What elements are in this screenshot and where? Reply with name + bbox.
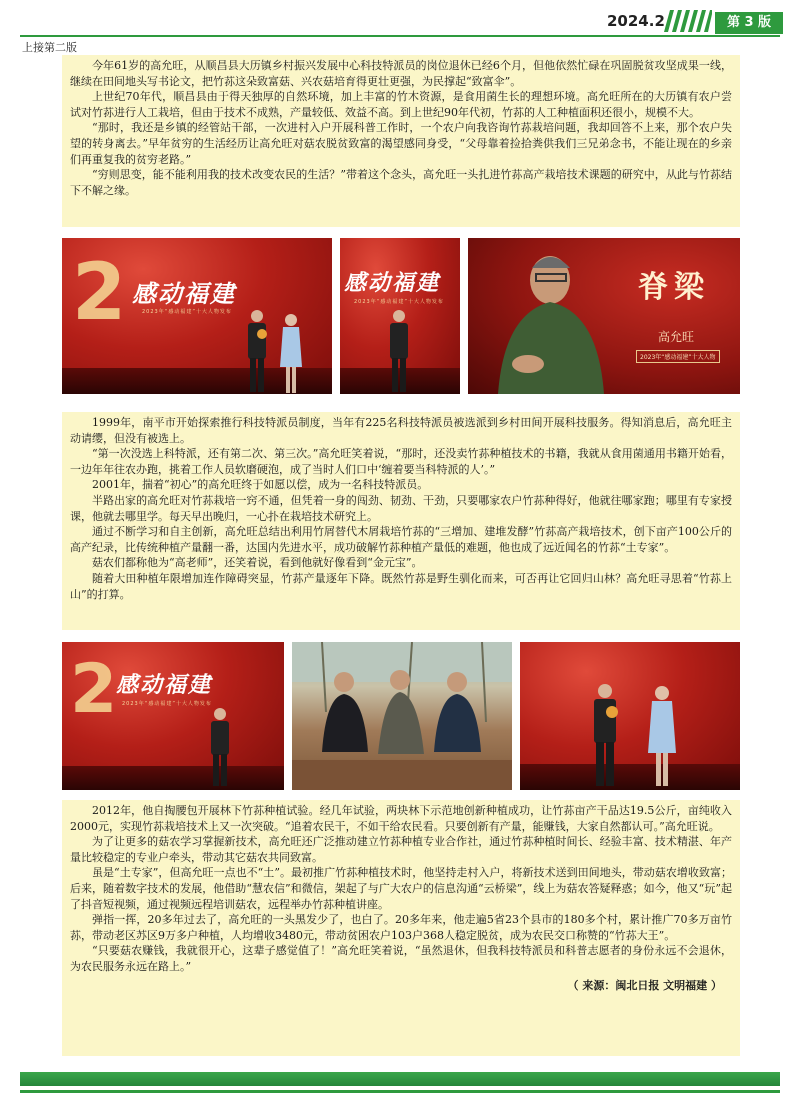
card-subtitle: 2023年“感动福建”十大人物 (636, 350, 720, 363)
paragraph: “只要菇农赚钱，我就很开心，这辈子感觉值了！”高允旺笑着说，“虽然退休，但我科技特派员和科普志愿者的身份永远不会退休，为农民服务永远在路上。” (70, 944, 732, 973)
paragraph: 半路出家的高允旺对竹荪栽培一窍不通，但凭着一身的闯劲、韧劲、干劲，只要哪家农户竹荪种得好，他就往哪家跑；哪里有专家授课，他就去哪里学。每天早出晚归，一心扑在栽培技术研究上。 (70, 493, 732, 523)
continued-from-label: 上接第二版 (22, 41, 77, 54)
page-header (0, 0, 800, 40)
banner-subtitle: 2023年“感动福建”十大人物发布 (354, 299, 444, 305)
person-figure (208, 706, 232, 788)
paragraph: 菇农们都称他为“高老师”，还笑着说，看到他就好像看到“金元宝”。 (92, 556, 423, 570)
field-visit-photo (292, 642, 512, 790)
paragraph: 2001年，揣着“初心”的高允旺终于如愿以偿，成为一名科技特派员。 (92, 478, 429, 492)
award-stage-photo-3 (62, 642, 284, 790)
stage-floor (520, 764, 740, 790)
paragraph: 弹指一挥，20多年过去了，高允旺的一头黑发少了，也白了。20多年来，他走遍5省23个县市的180多个村，累计推广70多万亩竹荪，带动老区苏区9万多户种植，人均增收3480元，带动贫困农户103户368人稳定脱贫，成为农民交口称赞的“竹荪大王”。 (70, 913, 732, 942)
award-stage-photo (62, 238, 332, 394)
paragraph: “那时，我还是乡镇的经管站干部，一次进村入户开展科普工作时，一个农户向我咨询竹荪栽培问题，我却回答不上来，那个农户失望的转身离去。”早年贫穷的生活经历让高允旺对菇农脱贫致富的渴望感同身受，“父母靠着捡拾粪供我们三兄弟念书，不能让现在的乡亲们再重复我的贫穷老路。” (70, 121, 732, 166)
banner-title: 感动福建 (132, 279, 236, 308)
award-presentation-photo (520, 642, 740, 790)
card-name: 高允旺 (658, 330, 695, 344)
paragraph: 通过不断学习和自主创新，高允旺总结出利用竹屑替代木屑栽培竹荪的“三增加、建堆发酵”竹荪高产栽培技术，创下亩产100公斤的高产纪录，比传统种植产量翻一番，达国内先进水平，成功破解竹荪种植产量低的难题，他也成了远近闻名的竹荪“土专家”。 (70, 525, 732, 554)
banner-subtitle: 2023年“感动福建”十大人物发布 (122, 701, 212, 707)
honoree-portrait (488, 244, 618, 394)
paragraph: 2012年，他自掏腰包开展林下竹荪种植试验。经几年试验，两块林下示范地创新种植成功，让竹荪亩产干品达19.5公斤，亩纯收入2000元，实现竹荪栽培技术上又一次突破。“追着农民干，不如干给农民看。只要创新有产量，能赚钱，大家自然都认可。”高允旺说。 (70, 804, 732, 833)
photo-row-2 (62, 636, 740, 796)
page-number-badge: 第 3 版 (715, 12, 783, 34)
article-source: （ 来源：闽北日报 文明福建 ） (567, 978, 722, 992)
banner-logo-2: 2 (70, 650, 118, 729)
footer-rule (20, 1090, 780, 1093)
presenter-figure (648, 684, 676, 788)
paragraph: 上世纪70年代，顺昌县由于得天独厚的自然环境，加上丰富的竹木资源，是食用菌生长的理想环境。高允旺所在的大历镇有农户尝试对竹荪进行人工栽培，但由于技术不成熟，产量较低、效益不高。到上世纪90年代初，竹荪的人工种植面积还很小，规模不大。 (70, 90, 732, 119)
paragraph: 随着大田种植年限增加连作障碍突显，竹荪产量逐年下降。既然竹荪是野生驯化而来，可否再让它回归山林？高允旺寻思着“竹荪上山”的打算。 (70, 571, 732, 601)
article-section-3 (62, 800, 740, 1056)
stage-floor (62, 766, 284, 790)
person-figure (590, 682, 620, 788)
three-men-crouching (292, 642, 512, 790)
banner-title: 感动福建 (116, 672, 213, 698)
person-figure (244, 308, 270, 394)
paragraph: 1999年，南平市开始探索推行科技特派员制度，当年有225名科技特派员被选派到乡村田间开展科技服务。得知消息后，高允旺主动请缨，但没有被选上。 (70, 416, 732, 445)
banner-title: 感动福建 (344, 270, 441, 296)
presenter-figure (280, 312, 302, 394)
award-stage-photo-2 (340, 238, 460, 394)
header-rule (20, 35, 780, 37)
article-section-1 (62, 55, 740, 227)
card-title: 脊梁 (638, 270, 710, 305)
paragraph: “穷则思变，能不能利用我的技术改变农民的生活？”带着这个念头，高允旺一头扎进竹荪高产栽培技术课题的研究中，从此与竹荪结下不解之缘。 (70, 168, 732, 197)
banner-subtitle: 2023年“感动福建”十大人物发布 (142, 309, 232, 315)
person-figure (386, 308, 412, 394)
photo-row-1 (62, 232, 740, 404)
paragraph: 今年61岁的高允旺，从顺昌县大历镇乡村振兴发展中心科技特派员的岗位退休已经6个月，但他依然忙碌在巩固脱贫攻坚成果一线，继续在田间地头写书论文，把竹荪这朵致富菇、兴农菇培育得更壮更强，为民撑起“致富伞”。 (70, 59, 732, 88)
banner-logo-2: 2 (72, 248, 127, 338)
paragraph: “第一次没选上科特派，还有第二次、第三次。”高允旺笑着说，“那时，还没卖竹荪种植技术的书籍，我就从食用菌通用书籍开始看，一边年年往农办跑，挑着工作人员软磨硬泡，成了当时人们口中‘缠着要当科特派的人’。” (70, 447, 732, 476)
header-stripes-decoration (664, 10, 712, 32)
footer-bar (20, 1072, 780, 1086)
paragraph: 为了让更多的菇农学习掌握新技术，高允旺还广泛推动建立竹荪种植专业合作社，通过竹荪种植时间长、经验丰富、技术精湛、年产量比较稳定的专业户牵头，带动其它菇农共同致富。 (70, 835, 732, 864)
issue-date: 2024.2 (607, 12, 665, 30)
paragraph: 虽是“土专家”，但高允旺一点也不“土”。最初推广竹荪种植技术时，他坚持走村入户，将新技术送到田间地头，带动菇农增收致富；后来，随着数字技术的发展，他借助“慧农信”和微信，架起了与广大农户的信息沟通“云桥梁”，线上为菇农答疑释惑；如今，他又“玩”起了抖音短视频，通过视频远程培训菇农，远程举办竹荪种植讲座。 (70, 866, 732, 911)
honoree-portrait-card (468, 238, 740, 394)
article-section-2 (62, 412, 740, 630)
